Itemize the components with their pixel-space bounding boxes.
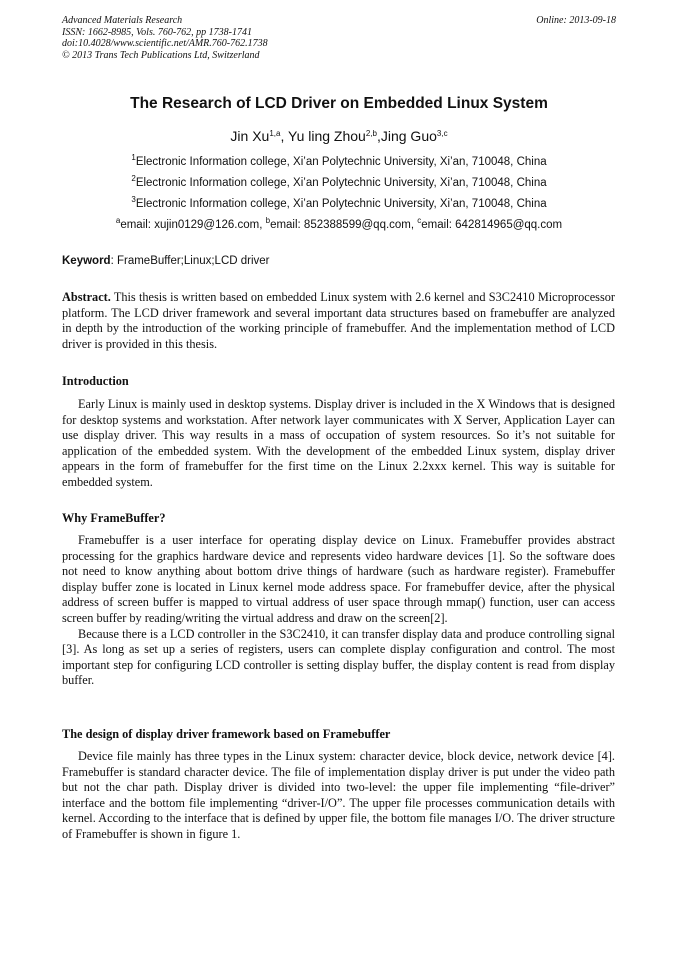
journal-name: Advanced Materials Research	[62, 15, 183, 26]
keywords	[62, 255, 616, 267]
journal-header	[62, 15, 616, 61]
affiliation-2	[62, 174, 616, 189]
online-date: Online: 2013-09-18	[536, 15, 616, 26]
section-body-driver-framework	[62, 749, 615, 843]
email-text: email: xujin0129@126.com,	[120, 219, 266, 231]
paragraph: Framebuffer is a user interface for operating display device on Linux. Framebuffer provides abstract processing for the graphics hardware device and represents video hardware devices [1]. So the software does not need to know anything about bottom drive things of hardware (such as hardware register). Framebuffer display buffer zone is located in Linux kernel mode address space. For framebuffer device, after the physical address of screen buffer is mapped to virtual address of user space through mmap() function, user can access screen buffer by reading/writing the virtual address and draw on the screen[2].	[62, 533, 615, 625]
author-separator: ,	[376, 128, 381, 144]
author-name: Jin Xu	[230, 128, 270, 144]
email-sup: c	[417, 216, 422, 225]
paragraph: Because there is a LCD controller in the S3C2410, it can transfer display data and produce controlling signal [3]. As long as set up a series of registers, users can complete display configuration and control. The most important step for configuring LCD controller is setting display buffer, the display content is read from display buffer.	[62, 626, 615, 688]
paragraph: Early Linux is mainly used in desktop systems. Display driver is included in the X Windows that is designed for desktop systems and workstation. After network layer communicates with X Server, Application Layer can use display driver. This way results in a mass of occupation of system resources. So it’s not suitable for application of the embedded system. With the development of the embedded Linux system, display driver appears in the form of framebuffer for the first time on the Linux 2.2xxx kernel. This way is suitable for embedded system.	[62, 397, 615, 489]
issn-line: ISSN: 1662-8985, Vols. 760-762, pp 1738-1741	[62, 26, 252, 38]
email-sup: a	[115, 216, 121, 225]
affiliation-sup: 2	[131, 174, 136, 183]
affiliation-sup: 3	[131, 195, 136, 204]
affiliation-text: Electronic Information college, Xi’an Polytechnic University, Xi’an, 710048, China	[135, 177, 547, 189]
affiliation-text: Electronic Information college, Xi’an Polytechnic University, Xi’an, 710048, China	[135, 198, 547, 210]
keywords-label: Keyword	[62, 255, 111, 267]
email-sup: b	[265, 216, 271, 225]
section-heading-why-framebuffer: Why FrameBuffer?	[62, 511, 166, 525]
section-body-introduction	[62, 397, 615, 491]
affiliation-1	[62, 153, 616, 168]
email-text: email: 852388599@qq.com,	[270, 219, 418, 231]
section-heading-introduction: Introduction	[62, 374, 129, 388]
abstract-text: This thesis is written based on embedded Linux system with 2.6 kernel and S3C2410 Microprocessor platform. The LCD driver framework and several important data structures based on framebuffer are analyzed in depth by the introduction of the working principle of framebuffer. And the implementation method of LCD driver is provided in this thesis.	[62, 290, 615, 351]
abstract-label: Abstract.	[62, 290, 111, 304]
paragraph: Device file mainly has three types in the Linux system: character device, block device, network device [4]. Framebuffer is standard character device. The file of implementation display driver is put under the video path but not the char path. Display driver is divided into two-level: the upper file implementing “file-driver” interface and the bottom file implementing “driver-I/O”. The upper file processes communication details with kernel. According to the interface that is defined by upper file, the bottom file manages I/O. The driver structure of Framebuffer is shown in figure 1.	[62, 749, 615, 841]
affiliation-sup: 1	[131, 153, 136, 162]
author-line	[62, 128, 616, 144]
author-separator: ,	[280, 128, 288, 144]
paper-title: The Research of LCD Driver on Embedded Linux System	[130, 95, 548, 112]
email-line	[62, 216, 616, 231]
keywords-text: : FrameBuffer;Linux;LCD driver	[110, 255, 270, 267]
email-text: email: 642814965@qq.com	[421, 219, 563, 231]
author-sup: 1,a	[269, 129, 281, 138]
author-name: Yu ling Zhou	[288, 128, 366, 144]
author-sup: 2,b	[365, 129, 377, 138]
copyright-line: © 2013 Trans Tech Publications Ltd, Switzerland	[62, 49, 260, 61]
section-heading-driver-framework: The design of display driver framework based on Framebuffer	[62, 727, 391, 741]
abstract	[62, 290, 615, 352]
author-sup: 3,c	[436, 129, 448, 138]
doi-line: doi:10.4028/www.scientific.net/AMR.760-762.1738	[62, 38, 268, 49]
section-body-why-framebuffer	[62, 533, 615, 689]
affiliation-3	[62, 195, 616, 210]
author-name: Jing Guo	[380, 128, 437, 144]
affiliation-text: Electronic Information college, Xi’an Polytechnic University, Xi’an, 710048, China	[135, 156, 547, 168]
